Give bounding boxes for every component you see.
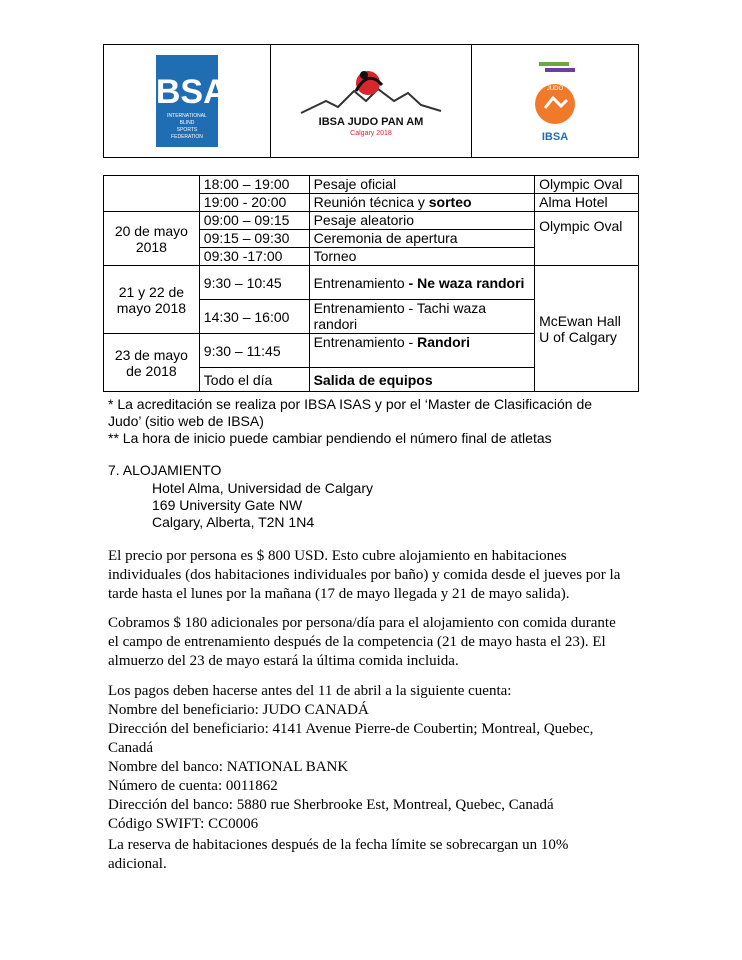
price-paragraph: El precio por persona es $ 800 USD. Esto cubre alojamiento en habitaciones individuales (dos habitaciones individuales por baño) y comida desde el jueves por la tarde hasta el lunes por la mañana (17 de mayo llegada y 21 de mayo salida). bbox=[108, 548, 621, 602]
time-cell: Todo el día bbox=[199, 368, 309, 392]
venue-cell: McEwan Hall U of Calgary bbox=[535, 266, 639, 392]
hotel-city: Calgary, Alberta, T2N 1N4 bbox=[152, 514, 315, 530]
day-cell: 20 de mayo 2018 bbox=[104, 212, 200, 266]
time-cell: 09:15 – 09:30 bbox=[199, 230, 309, 248]
svg-text:SPORTS: SPORTS bbox=[176, 127, 198, 133]
schedule-table bbox=[103, 175, 639, 392]
table-row bbox=[104, 266, 639, 300]
accreditation-note: * La acreditación se realiza por IBSA ISAS y por el ‘Master de Clasificación de Judo’ (sitio web de IBSA) bbox=[108, 396, 593, 429]
activity-cell: Torneo bbox=[309, 248, 535, 266]
svg-text:JUDO: JUDO bbox=[546, 86, 564, 92]
time-cell: 14:30 – 16:00 bbox=[199, 300, 309, 334]
time-cell: 09:30 -17:00 bbox=[199, 248, 309, 266]
activity-cell: Reunión técnica y sorteo bbox=[309, 194, 535, 212]
hotel-name: Hotel Alma, Universidad de Calgary bbox=[152, 480, 373, 496]
hotel-street: 169 University Gate NW bbox=[152, 497, 303, 513]
day-cell: 23 de mayo de 2018 bbox=[104, 334, 200, 392]
ibsa-logo-letters: IBSA bbox=[146, 73, 228, 111]
venue-cell: Olympic Oval bbox=[535, 212, 639, 266]
extra-cost-paragraph: Cobramos $ 180 adicionales por persona/día para el alojamiento con comida durante el campo de entrenamiento después de la competencia (21 de mayo hasta el 23). El almuerzo del 23 de mayo estará la última comida incluida. bbox=[108, 615, 616, 669]
swift-code: Código SWIFT: CC0006 bbox=[108, 816, 259, 832]
event-logo-subtitle: Calgary 2018 bbox=[350, 130, 392, 137]
table-row bbox=[104, 176, 639, 194]
ibsa-logo-cell bbox=[104, 45, 271, 158]
bank-address: Dirección del banco: 5880 rue Sherbrooke Est, Montreal, Quebec, Canadá bbox=[108, 797, 554, 813]
activity-cell: Entrenamiento - Tachi waza randori bbox=[309, 300, 535, 334]
svg-text:FEDERATION: FEDERATION bbox=[171, 134, 204, 140]
activity-cell: Salida de equipos bbox=[309, 368, 535, 392]
payment-intro: Los pagos deben hacerse antes del 11 de abril a la siguiente cuenta: bbox=[108, 683, 512, 699]
time-cell: 18:00 – 19:00 bbox=[199, 176, 309, 194]
activity-cell: Entrenamiento - Randori bbox=[309, 334, 535, 368]
event-logo-cell bbox=[271, 45, 472, 158]
start-time-note: ** La hora de inicio puede cambiar pendiendo el número final de atletas bbox=[108, 430, 552, 446]
beneficiary-name: Nombre del beneficiario: JUDO CANADÁ bbox=[108, 702, 369, 718]
svg-text:BLIND: BLIND bbox=[179, 120, 195, 126]
header-logos-table bbox=[103, 44, 639, 158]
activity-cell: Ceremonia de apertura bbox=[309, 230, 535, 248]
account-number: Número de cuenta: 0011862 bbox=[108, 778, 278, 794]
svg-text:IBSA: IBSA bbox=[541, 131, 569, 143]
table-row bbox=[104, 212, 639, 230]
late-booking-paragraph: La reserva de habitaciones después de la fecha límite se sobrecargan un 10% adicional. bbox=[108, 837, 569, 872]
accommodation-heading: 7. ALOJAMIENTO bbox=[108, 462, 222, 478]
day-cell: 21 y 22 de mayo 2018 bbox=[104, 266, 200, 334]
judo-logo-cell bbox=[471, 45, 638, 158]
bank-name: Nombre del banco: NATIONAL BANK bbox=[108, 759, 349, 775]
time-cell: 9:30 – 11:45 bbox=[199, 334, 309, 368]
event-logo bbox=[296, 61, 446, 141]
judo-logo bbox=[525, 56, 585, 146]
activity-cell: Pesaje aleatorio bbox=[309, 212, 535, 230]
day-cell-empty bbox=[104, 176, 200, 212]
activity-cell: Pesaje oficial bbox=[309, 176, 535, 194]
beneficiary-address: Dirección del beneficiario: 4141 Avenue Pierre-de Coubertin; Montreal, Quebec, Canadá bbox=[108, 721, 594, 756]
time-cell: 09:00 – 09:15 bbox=[199, 212, 309, 230]
activity-cell: Entrenamiento - Ne waza randori bbox=[309, 266, 535, 300]
time-cell: 9:30 – 10:45 bbox=[199, 266, 309, 300]
venue-cell: Alma Hotel bbox=[535, 194, 639, 212]
ibsa-logo bbox=[146, 55, 228, 147]
time-cell: 19:00 - 20:00 bbox=[199, 194, 309, 212]
payment-block bbox=[108, 682, 628, 834]
venue-cell: Olympic Oval bbox=[535, 176, 639, 194]
svg-text:INTERNATIONAL: INTERNATIONAL bbox=[167, 113, 207, 119]
event-logo-title: IBSA JUDO PAN AM bbox=[318, 116, 424, 128]
